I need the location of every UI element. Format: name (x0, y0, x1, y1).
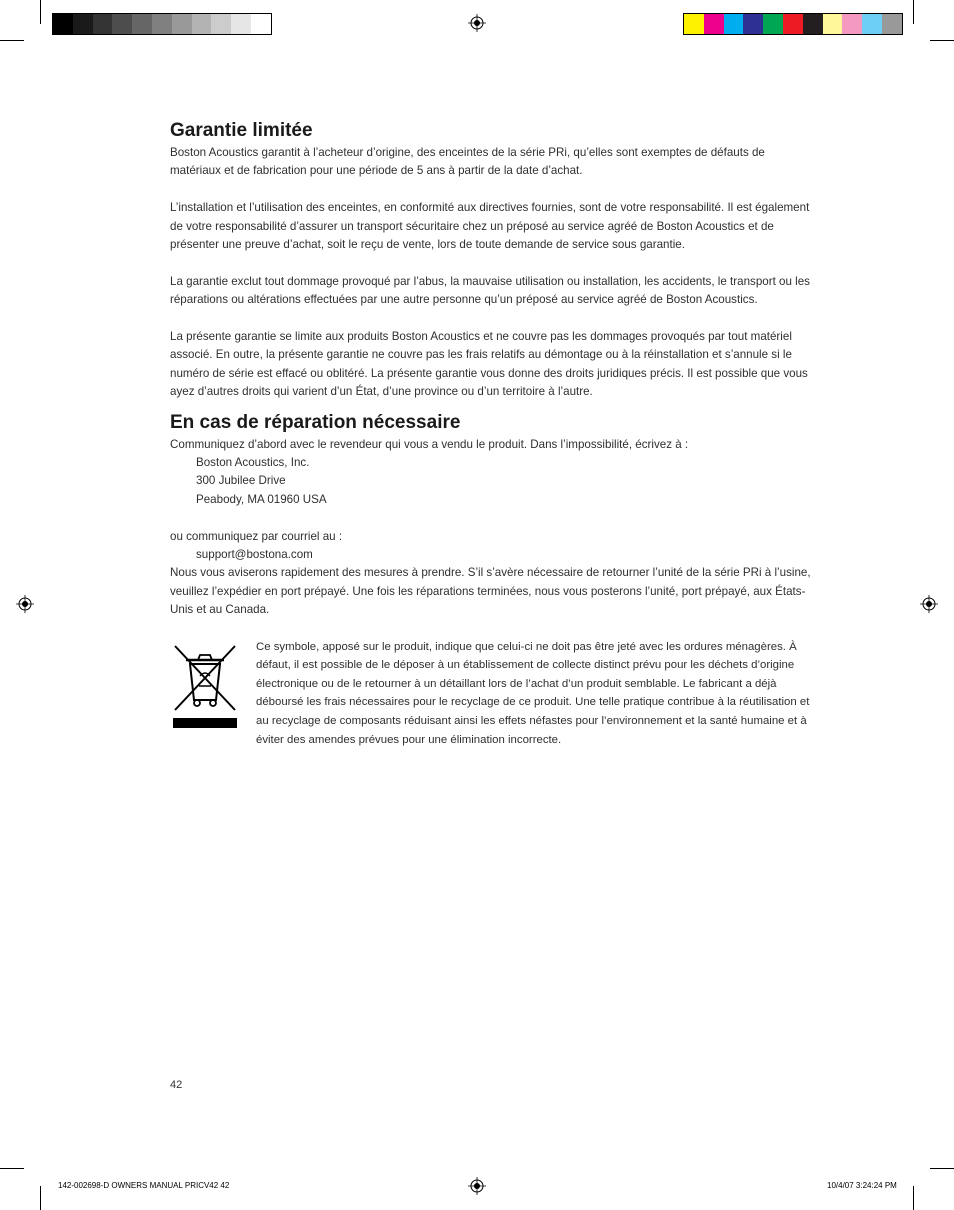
weee-text: Ce symbole, apposé sur le produit, indique que celui-ci ne doit pas être jeté avec les ordures ménagères. À défaut, il est possible de le déposer à un établissement de collecte distinct prévu pour les déchets d’origine électronique ou de le retourner à un détaillant lors de l’achat d’un produit semblable. Le fabricant a déjà déboursé les frais nécessaires pour le recyclage de ce produit. Une telle pratique contribue à la réutilisation et au recyclage de composants réduisant ainsi les effets néfastes pour l’environnement et la santé humaine et à éviter des amendes prévues pour une élimination incorrecte. (256, 640, 810, 746)
repair-title: En cas de réparation nécessaire (170, 411, 461, 433)
color-swatch (724, 14, 744, 34)
color-swatch (823, 14, 843, 34)
page-content (170, 118, 812, 749)
crop-mark (930, 1168, 954, 1169)
grayscale-swatch (211, 14, 231, 34)
registration-mark-icon (468, 1177, 486, 1195)
crop-mark (913, 0, 914, 24)
grayscale-swatch (132, 14, 152, 34)
color-swatch (862, 14, 882, 34)
crop-mark (40, 1186, 41, 1210)
warranty-paragraph-4: La présente garantie se limite aux produits Boston Acoustics et ne couvre pas les dommages provoqués par tout matériel associé. En outre, la présente garantie ne couvre pas les frais relatifs au démontage ou à la réinstallation et s’annule si le numéro de série est effacé ou oblitéré. La présente garantie vous donne des droits juridiques précis. Il est possible que vous ayez d’autres droits qui varient d’un État, d’une province ou d’un territoire à l’autre. (170, 330, 808, 399)
crop-mark (930, 40, 954, 41)
color-swatch (842, 14, 862, 34)
grayscale-swatch (172, 14, 192, 34)
grayscale-swatch (152, 14, 172, 34)
crop-mark (0, 1168, 24, 1169)
address-line: Boston Acoustics, Inc. (196, 456, 310, 470)
grayscale-swatch (112, 14, 132, 34)
grayscale-swatch (73, 14, 93, 34)
crop-mark (40, 0, 41, 24)
warranty-paragraph-1: Boston Acoustics garantit à l’acheteur d’origine, des enceintes de la série PRi, qu’elles sont exemptes de défauts de matériaux et de fabrication pour une période de 5 ans à partir de la date d’achat. (170, 146, 765, 178)
weee-notice (170, 638, 812, 750)
color-swatch (803, 14, 823, 34)
grayscale-swatch (231, 14, 251, 34)
address-line: 300 Jubilee Drive (196, 474, 286, 488)
crossed-out-wheelie-bin-icon (170, 644, 240, 730)
print-slug-file: 142-002698-D OWNERS MANUAL PRICV42 42 (58, 1181, 230, 1190)
registration-mark-icon (468, 14, 486, 32)
crop-mark (0, 40, 24, 41)
color-swatch (743, 14, 763, 34)
warranty-paragraph-3: La garantie exclut tout dommage provoqué par l’abus, la mauvaise utilisation ou installation, les accidents, le transport ou les réparations ou altérations effectuées par une autre personne qu’un préposé au service agréé de Boston Acoustics. (170, 274, 810, 307)
page-number: 42 (170, 1079, 183, 1091)
grayscale-swatch (192, 14, 212, 34)
grayscale-bar (52, 13, 272, 35)
color-swatch (763, 14, 783, 34)
warranty-title: Garantie limitée (170, 120, 313, 141)
color-swatch (783, 14, 803, 34)
warranty-paragraph-2: L’installation et l’utilisation des enceintes, en conformité aux directives fournies, sont de votre responsabilité. Il est également de votre responsabilité d’assurer un transport sécuritaire chez un préposé au service agréé de Boston Acoustics et de présenter une preuve d’achat, soit le reçu de vente, lors de toute demande de service sous garantie. (170, 201, 810, 252)
address-line: Peabody, MA 01960 USA (196, 492, 327, 506)
return-instructions: Nous vous aviserons rapidement des mesures à prendre. S’il s’avère nécessaire de retourner l’unité de la série PRi à l’usine, veuillez l’expédier en port prépayé. Une fois les réparations terminées, nous vous posterons l’unité, port prépayé, aux États-Unis et au Canada. (170, 566, 811, 617)
grayscale-swatch (53, 14, 73, 34)
print-slug-date: 10/4/07 3:24:24 PM (827, 1181, 897, 1190)
color-swatch (684, 14, 704, 34)
color-swatch (882, 14, 902, 34)
color-bar (683, 13, 903, 35)
repair-intro: Communiquez d’abord avec le revendeur qui vous a vendu le produit. Dans l’impossibilité, écrivez à : (170, 437, 689, 451)
registration-mark-icon (920, 595, 938, 613)
grayscale-swatch (93, 14, 113, 34)
registration-mark-icon (16, 595, 34, 613)
email-intro: ou communiquez par courriel au : (170, 529, 343, 543)
color-swatch (704, 14, 724, 34)
support-email: support@bostona.com (196, 548, 313, 562)
crop-mark (913, 1186, 914, 1210)
grayscale-swatch (251, 14, 271, 34)
